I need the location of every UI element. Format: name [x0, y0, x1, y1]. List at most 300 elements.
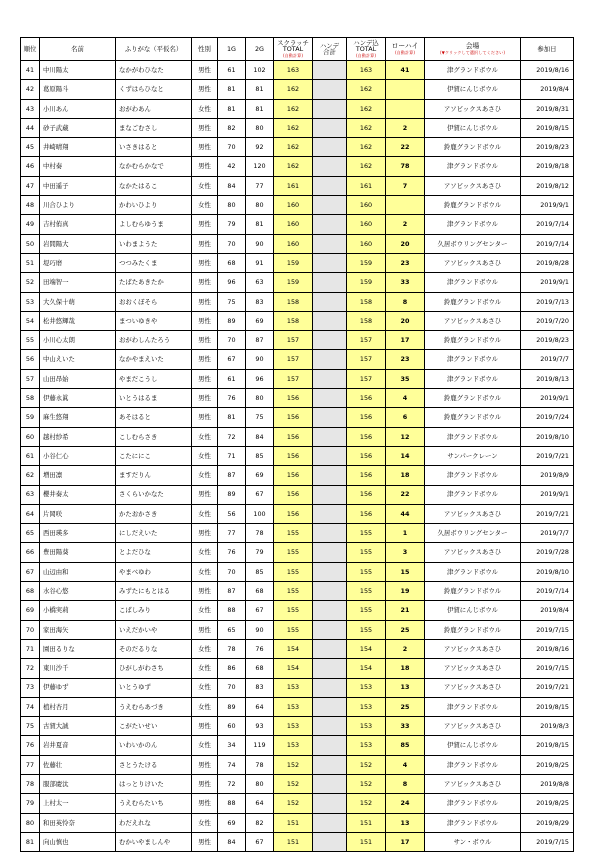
cell-handicap-total: 160	[347, 215, 386, 234]
cell-gender: 女性	[192, 196, 218, 215]
cell-date: 2019/7/14	[521, 582, 574, 601]
cell-handicap[interactable]	[313, 736, 347, 755]
cell-scratch-total: 156	[274, 427, 313, 446]
header-date: 参加日	[521, 38, 574, 61]
cell-handicap[interactable]	[313, 427, 347, 446]
cell-rank: 59	[21, 408, 40, 427]
table-row	[21, 582, 574, 601]
cell-venue-select[interactable]: 津グランドボウル	[425, 466, 521, 485]
cell-2g: 90	[246, 620, 274, 639]
cell-2g: 67	[246, 832, 274, 851]
cell-date: 2019/7/21	[521, 504, 574, 523]
cell-handicap[interactable]	[313, 562, 347, 581]
table-row	[21, 215, 574, 234]
cell-venue-select[interactable]: アソビックスあさひ	[425, 176, 521, 195]
cell-kana: いとうはるま	[116, 389, 192, 408]
cell-handicap[interactable]	[313, 678, 347, 697]
cell-lowhigh: 17	[386, 832, 425, 851]
header-handicap-total	[347, 38, 386, 61]
cell-date: 2019/8/23	[521, 331, 574, 350]
cell-1g: 70	[218, 562, 246, 581]
cell-1g: 82	[218, 118, 246, 137]
cell-name: 小川あん	[40, 99, 116, 118]
cell-date: 2019/8/13	[521, 369, 574, 388]
cell-handicap-total: 152	[347, 774, 386, 793]
cell-handicap[interactable]	[313, 331, 347, 350]
cell-2g: 79	[246, 543, 274, 562]
cell-name: 園田るりな	[40, 639, 116, 658]
cell-1g: 84	[218, 176, 246, 195]
cell-scratch-total: 157	[274, 350, 313, 369]
cell-date: 2019/7/21	[521, 446, 574, 465]
cell-scratch-total: 152	[274, 774, 313, 793]
cell-venue-select[interactable]: 津グランドボウル	[425, 350, 521, 369]
cell-scratch-total: 153	[274, 678, 313, 697]
cell-2g: 85	[246, 446, 274, 465]
cell-handicap-total: 162	[347, 80, 386, 99]
cell-gender: 女性	[192, 736, 218, 755]
cell-date: 2019/8/3	[521, 717, 574, 736]
cell-kana: あそはると	[116, 408, 192, 427]
cell-handicap-total: 156	[347, 504, 386, 523]
cell-rank: 47	[21, 176, 40, 195]
cell-lowhigh: 22	[386, 485, 425, 504]
cell-name: 中山えいた	[40, 350, 116, 369]
cell-venue-select[interactable]: 津グランドボウル	[425, 427, 521, 446]
header-name: 名前	[40, 38, 116, 61]
cell-handicap[interactable]	[313, 80, 347, 99]
cell-handicap[interactable]	[313, 273, 347, 292]
cell-venue-select[interactable]: 鈴鹿グランドボウル	[425, 408, 521, 427]
cell-handicap[interactable]	[313, 408, 347, 427]
cell-scratch-total: 153	[274, 717, 313, 736]
header-handicap-total-label: ハンデ込 TOTAL	[353, 38, 379, 54]
cell-gender: 男性	[192, 755, 218, 774]
cell-venue-select[interactable]: アソビックスあさひ	[425, 717, 521, 736]
cell-lowhigh: 8	[386, 774, 425, 793]
cell-kana: うえむらあづき	[116, 697, 192, 716]
cell-venue-select[interactable]: アソビックスあさひ	[425, 504, 521, 523]
cell-handicap-total: 153	[347, 736, 386, 755]
cell-date: 2019/8/8	[521, 774, 574, 793]
cell-name: 麻生悠翔	[40, 408, 116, 427]
cell-handicap-total: 157	[347, 369, 386, 388]
cell-venue-select[interactable]: 鈴鹿グランドボウル	[425, 582, 521, 601]
cell-rank: 63	[21, 485, 40, 504]
cell-handicap-total: 156	[347, 485, 386, 504]
header-gender: 性別	[192, 38, 218, 61]
cell-name: 伊藤永眞	[40, 389, 116, 408]
cell-handicap[interactable]	[313, 292, 347, 311]
cell-lowhigh: 85	[386, 736, 425, 755]
cell-name: 山田昂始	[40, 369, 116, 388]
cell-gender: 男性	[192, 138, 218, 157]
cell-name: 櫻井奏太	[40, 485, 116, 504]
cell-scratch-total: 155	[274, 601, 313, 620]
cell-name: 井崎晴翔	[40, 138, 116, 157]
cell-1g: 75	[218, 292, 246, 311]
table-row	[21, 813, 574, 832]
cell-venue-select[interactable]: 津グランドボウル	[425, 61, 521, 80]
cell-2g: 68	[246, 582, 274, 601]
cell-rank: 54	[21, 311, 40, 330]
cell-name: 片岡咲	[40, 504, 116, 523]
cell-gender: 男性	[192, 118, 218, 137]
cell-lowhigh: 2	[386, 118, 425, 137]
cell-rank: 75	[21, 717, 40, 736]
cell-handicap-total: 158	[347, 292, 386, 311]
cell-scratch-total: 162	[274, 80, 313, 99]
cell-gender: 女性	[192, 427, 218, 446]
cell-name: 服部慶汰	[40, 774, 116, 793]
cell-gender: 女性	[192, 99, 218, 118]
cell-kana: いわまようた	[116, 234, 192, 253]
cell-rank: 57	[21, 369, 40, 388]
cell-venue-select[interactable]: 鈴鹿グランドボウル	[425, 389, 521, 408]
table-row	[21, 543, 574, 562]
cell-lowhigh: 7	[386, 176, 425, 195]
table-row	[21, 504, 574, 523]
cell-venue-select[interactable]: 津グランドボウル	[425, 794, 521, 813]
cell-kana: おおくぼそら	[116, 292, 192, 311]
table-row	[21, 389, 574, 408]
cell-lowhigh: 12	[386, 427, 425, 446]
cell-date: 2019/8/31	[521, 99, 574, 118]
cell-gender: 女性	[192, 601, 218, 620]
cell-lowhigh: 17	[386, 331, 425, 350]
cell-venue-select[interactable]: 伊賀にんじボウル	[425, 601, 521, 620]
cell-scratch-total: 162	[274, 118, 313, 137]
cell-handicap[interactable]	[313, 620, 347, 639]
cell-2g: 83	[246, 292, 274, 311]
header-2g: 2G	[246, 38, 274, 61]
ranking-table	[20, 37, 574, 852]
cell-scratch-total: 160	[274, 196, 313, 215]
table-row	[21, 176, 574, 195]
cell-venue-select[interactable]: 伊賀にんじボウル	[425, 118, 521, 137]
cell-handicap[interactable]	[313, 350, 347, 369]
table-row	[21, 717, 574, 736]
cell-gender: 女性	[192, 813, 218, 832]
cell-gender: 女性	[192, 659, 218, 678]
cell-handicap[interactable]	[313, 524, 347, 543]
cell-handicap-total: 155	[347, 543, 386, 562]
cell-rank: 60	[21, 427, 40, 446]
cell-1g: 34	[218, 736, 246, 755]
cell-kana: まついゆきや	[116, 311, 192, 330]
cell-handicap-total: 153	[347, 678, 386, 697]
cell-name: 越村紗希	[40, 427, 116, 446]
cell-venue-select[interactable]: アソビックスあさひ	[425, 253, 521, 272]
cell-rank: 44	[21, 118, 40, 137]
cell-venue-select[interactable]: 伊賀にんじボウル	[425, 736, 521, 755]
cell-rank: 73	[21, 678, 40, 697]
cell-kana: にしだえいた	[116, 524, 192, 543]
cell-1g: 61	[218, 369, 246, 388]
cell-handicap-total: 156	[347, 466, 386, 485]
cell-1g: 96	[218, 273, 246, 292]
cell-scratch-total: 160	[274, 215, 313, 234]
cell-date: 2019/7/13	[521, 292, 574, 311]
cell-venue-select[interactable]: 津グランドボウル	[425, 215, 521, 234]
cell-venue-select[interactable]: 鈴鹿グランドボウル	[425, 196, 521, 215]
table-row	[21, 755, 574, 774]
cell-venue-select[interactable]: 津グランドボウル	[425, 813, 521, 832]
cell-venue-select[interactable]: アソビックスあさひ	[425, 659, 521, 678]
cell-1g: 72	[218, 774, 246, 793]
table-row	[21, 562, 574, 581]
table-row	[21, 446, 574, 465]
cell-kana: やまべゆわ	[116, 562, 192, 581]
cell-2g: 76	[246, 639, 274, 658]
cell-gender: 女性	[192, 562, 218, 581]
cell-kana: なかむらかなで	[116, 157, 192, 176]
cell-name: 向山慎也	[40, 832, 116, 851]
cell-handicap-total: 162	[347, 99, 386, 118]
cell-date: 2019/8/9	[521, 466, 574, 485]
cell-gender: 男性	[192, 389, 218, 408]
cell-handicap[interactable]	[313, 61, 347, 80]
cell-handicap[interactable]	[313, 196, 347, 215]
cell-scratch-total: 153	[274, 736, 313, 755]
cell-venue-select[interactable]: 津グランドボウル	[425, 273, 521, 292]
cell-1g: 84	[218, 832, 246, 851]
cell-venue-select[interactable]: 久居ボウリングセンター	[425, 234, 521, 253]
cell-2g: 100	[246, 504, 274, 523]
cell-venue-select[interactable]: アソビックスあさひ	[425, 311, 521, 330]
cell-venue-select[interactable]: アソビックスあさひ	[425, 99, 521, 118]
cell-handicap[interactable]	[313, 118, 347, 137]
cell-date: 2019/8/16	[521, 61, 574, 80]
cell-handicap[interactable]	[313, 253, 347, 272]
cell-handicap[interactable]	[313, 99, 347, 118]
cell-handicap-total: 156	[347, 408, 386, 427]
cell-lowhigh: 33	[386, 717, 425, 736]
table-row	[21, 601, 574, 620]
cell-handicap[interactable]	[313, 157, 347, 176]
cell-handicap-total: 160	[347, 234, 386, 253]
cell-name: 小川心太朗	[40, 331, 116, 350]
cell-kana: むかいやましんや	[116, 832, 192, 851]
cell-handicap[interactable]	[313, 717, 347, 736]
cell-name: 川合ひより	[40, 196, 116, 215]
cell-handicap[interactable]	[313, 813, 347, 832]
cell-venue-select[interactable]: アソビックスあさひ	[425, 639, 521, 658]
cell-venue-select[interactable]: 津グランドボウル	[425, 562, 521, 581]
cell-2g: 69	[246, 466, 274, 485]
cell-scratch-total: 155	[274, 582, 313, 601]
cell-rank: 79	[21, 794, 40, 813]
cell-gender: 男性	[192, 582, 218, 601]
cell-handicap-total: 154	[347, 639, 386, 658]
cell-rank: 76	[21, 736, 40, 755]
cell-gender: 女性	[192, 504, 218, 523]
header-handicap-total-note: (自動計算)	[355, 52, 377, 58]
cell-rank: 46	[21, 157, 40, 176]
cell-venue-select[interactable]: アソビックスあさひ	[425, 774, 521, 793]
cell-2g: 84	[246, 427, 274, 446]
cell-gender: 女性	[192, 466, 218, 485]
cell-1g: 70	[218, 234, 246, 253]
cell-date: 2019/8/15	[521, 118, 574, 137]
cell-venue-select[interactable]: 鈴鹿グランドボウル	[425, 138, 521, 157]
cell-rank: 80	[21, 813, 40, 832]
cell-lowhigh: 8	[386, 292, 425, 311]
cell-handicap[interactable]	[313, 389, 347, 408]
cell-handicap-total: 155	[347, 562, 386, 581]
cell-date: 2019/7/14	[521, 234, 574, 253]
cell-gender: 男性	[192, 292, 218, 311]
cell-handicap[interactable]	[313, 215, 347, 234]
cell-gender: 男性	[192, 717, 218, 736]
cell-handicap[interactable]	[313, 639, 347, 658]
cell-venue-select[interactable]: 津グランドボウル	[425, 485, 521, 504]
table-row	[21, 99, 574, 118]
cell-rank: 42	[21, 80, 40, 99]
cell-handicap[interactable]	[313, 504, 347, 523]
cell-kana: よしむらゆうま	[116, 215, 192, 234]
cell-venue-select[interactable]: アソビックスあさひ	[425, 678, 521, 697]
cell-venue-select[interactable]: 鈴鹿グランドボウル	[425, 331, 521, 350]
cell-1g: 72	[218, 427, 246, 446]
header-venue	[425, 38, 521, 61]
table-row	[21, 138, 574, 157]
cell-scratch-total: 157	[274, 331, 313, 350]
cell-venue-select[interactable]: 津グランドボウル	[425, 157, 521, 176]
cell-rank: 71	[21, 639, 40, 658]
cell-2g: 80	[246, 389, 274, 408]
table-row	[21, 620, 574, 639]
cell-kana: いえだかいや	[116, 620, 192, 639]
cell-venue-select[interactable]: 津グランドボウル	[425, 755, 521, 774]
cell-gender: 女性	[192, 639, 218, 658]
cell-name: 水谷心悠	[40, 582, 116, 601]
cell-scratch-total: 162	[274, 138, 313, 157]
cell-date: 2019/7/21	[521, 678, 574, 697]
cell-venue-select[interactable]: 伊賀にんじボウル	[425, 80, 521, 99]
cell-venue-select[interactable]: 久居ボウリングセンター	[425, 524, 521, 543]
cell-handicap[interactable]	[313, 832, 347, 851]
cell-scratch-total: 155	[274, 620, 313, 639]
table-row	[21, 157, 574, 176]
cell-handicap[interactable]	[313, 774, 347, 793]
cell-2g: 64	[246, 697, 274, 716]
cell-handicap[interactable]	[313, 582, 347, 601]
cell-2g: 119	[246, 736, 274, 755]
cell-handicap[interactable]	[313, 311, 347, 330]
cell-handicap[interactable]	[313, 485, 347, 504]
cell-name: 古賀大誠	[40, 717, 116, 736]
cell-name: 吉村侑真	[40, 215, 116, 234]
header-lowhigh-note: (自動計算)	[394, 49, 416, 55]
cell-venue-select[interactable]: アソビックスあさひ	[425, 543, 521, 562]
cell-name: 砂子武蔵	[40, 118, 116, 137]
cell-handicap[interactable]	[313, 138, 347, 157]
cell-handicap[interactable]	[313, 659, 347, 678]
cell-name: 植村杏月	[40, 697, 116, 716]
cell-kana: こばしみり	[116, 601, 192, 620]
cell-venue-select[interactable]: 鈴鹿グランドボウル	[425, 292, 521, 311]
cell-kana: かたおかさき	[116, 504, 192, 523]
cell-venue-select[interactable]: サンパークレーン	[425, 446, 521, 465]
cell-gender: 男性	[192, 157, 218, 176]
cell-1g: 70	[218, 678, 246, 697]
header-rank: 順位	[21, 38, 40, 61]
cell-rank: 74	[21, 697, 40, 716]
cell-2g: 102	[246, 61, 274, 80]
cell-lowhigh	[386, 196, 425, 215]
cell-kana: はっとりけいた	[116, 774, 192, 793]
cell-date: 2019/7/7	[521, 350, 574, 369]
cell-handicap[interactable]	[313, 234, 347, 253]
cell-venue-select[interactable]: 鈴鹿グランドボウル	[425, 620, 521, 639]
cell-handicap[interactable]	[313, 755, 347, 774]
cell-lowhigh: 21	[386, 601, 425, 620]
cell-lowhigh: 15	[386, 562, 425, 581]
cell-gender: 男性	[192, 331, 218, 350]
table-row	[21, 794, 574, 813]
cell-handicap-total: 155	[347, 524, 386, 543]
cell-handicap[interactable]	[313, 176, 347, 195]
cell-rank: 78	[21, 774, 40, 793]
cell-handicap[interactable]	[313, 697, 347, 716]
cell-rank: 65	[21, 524, 40, 543]
cell-1g: 76	[218, 543, 246, 562]
cell-date: 2019/8/10	[521, 562, 574, 581]
cell-lowhigh: 24	[386, 794, 425, 813]
cell-name: 和田英怜奈	[40, 813, 116, 832]
table-row	[21, 253, 574, 272]
cell-1g: 81	[218, 99, 246, 118]
cell-gender: 男性	[192, 234, 218, 253]
cell-venue-select[interactable]: サン・ボウル	[425, 832, 521, 851]
cell-1g: 60	[218, 717, 246, 736]
cell-handicap[interactable]	[313, 794, 347, 813]
cell-name: 上村太一	[40, 794, 116, 813]
cell-handicap[interactable]	[313, 369, 347, 388]
cell-1g: 70	[218, 138, 246, 157]
cell-handicap[interactable]	[313, 601, 347, 620]
cell-2g: 91	[246, 253, 274, 272]
cell-rank: 58	[21, 389, 40, 408]
cell-handicap[interactable]	[313, 543, 347, 562]
cell-2g: 85	[246, 562, 274, 581]
table-row	[21, 466, 574, 485]
cell-venue-select[interactable]: 津グランドボウル	[425, 697, 521, 716]
cell-2g: 77	[246, 176, 274, 195]
cell-handicap[interactable]	[313, 446, 347, 465]
cell-lowhigh: 6	[386, 408, 425, 427]
cell-scratch-total: 159	[274, 253, 313, 272]
cell-gender: 女性	[192, 697, 218, 716]
cell-name: 東川沙千	[40, 659, 116, 678]
cell-kana: いわいかのん	[116, 736, 192, 755]
cell-2g: 81	[246, 99, 274, 118]
cell-1g: 78	[218, 639, 246, 658]
cell-scratch-total: 156	[274, 504, 313, 523]
cell-handicap-total: 159	[347, 253, 386, 272]
cell-2g: 82	[246, 813, 274, 832]
cell-gender: 男性	[192, 253, 218, 272]
cell-handicap[interactable]	[313, 466, 347, 485]
cell-gender: 男性	[192, 369, 218, 388]
cell-date: 2019/8/28	[521, 253, 574, 272]
cell-kana: ますだりん	[116, 466, 192, 485]
header-scratch-label: スクラッチ TOTAL	[277, 38, 309, 54]
cell-rank: 69	[21, 601, 40, 620]
header-venue-label: 会場	[465, 42, 480, 50]
cell-venue-select[interactable]: 津グランドボウル	[425, 369, 521, 388]
